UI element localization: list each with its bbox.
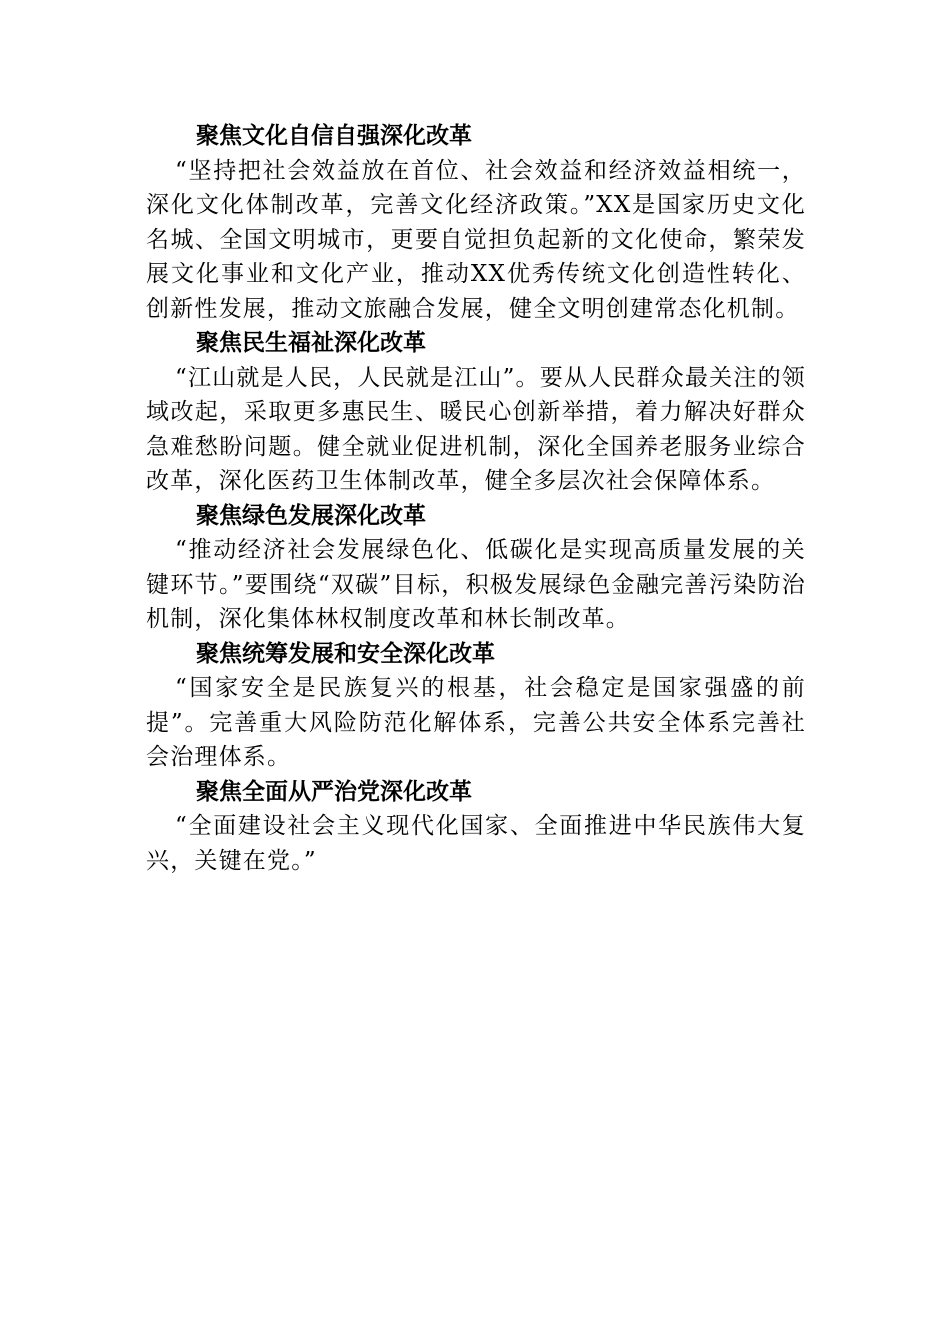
section-paragraph: “国家安全是民族复兴的根基，社会稳定是国家强盛的前提”。完善重大风险防范化解体系，完善公共安全体系完善社会治理体系。 [146, 675, 806, 770]
section-paragraph: “坚持把社会效益放在首位、社会效益和经济效益相统一，深化文化体制改革，完善文化经济政策。”XX是国家历史文化名城、全国文明城市，更要自觉担负起新的文化使命，繁荣发展文化事业和文化产业，推动XX优秀传统文化创造性转化、创新性发展，推动文旅融合发展，健全文明创建常态化机制。 [146, 157, 806, 322]
section-green-development [146, 499, 806, 637]
section-culture [146, 119, 806, 326]
section-paragraph: “推动经济社会发展绿色化、低碳化是实现高质量发展的关键环节。”要围绕“双碳”目标，积极发展绿色金融完善污染防治机制，深化集体林权制度改革和林长制改革。 [146, 537, 806, 632]
section-livelihood [146, 326, 806, 499]
section-paragraph: “全面建设社会主义现代化国家、全面推进中华民族伟大复兴，关键在党。” [146, 813, 806, 874]
section-security [146, 637, 806, 775]
section-party-governance [146, 775, 806, 879]
section-heading: 聚焦绿色发展深化改革 [196, 501, 426, 529]
section-heading: 聚焦文化自信自强深化改革 [196, 122, 472, 149]
section-paragraph: “江山就是人民，人民就是江山”。要从人民群众最关注的领域改起，采取更多惠民生、暖民心创新举措，着力解决好群众急难愁盼问题。健全就业促进机制，深化全国养老服务业综合改革，深化医药卫生体制改革，健全多层次社会保障体系。 [146, 364, 806, 494]
section-heading: 聚焦统筹发展和安全深化改革 [196, 639, 495, 667]
document-page [146, 119, 806, 878]
section-heading: 聚焦民生福祉深化改革 [196, 329, 426, 356]
section-heading: 聚焦全面从严治党深化改革 [196, 777, 472, 805]
